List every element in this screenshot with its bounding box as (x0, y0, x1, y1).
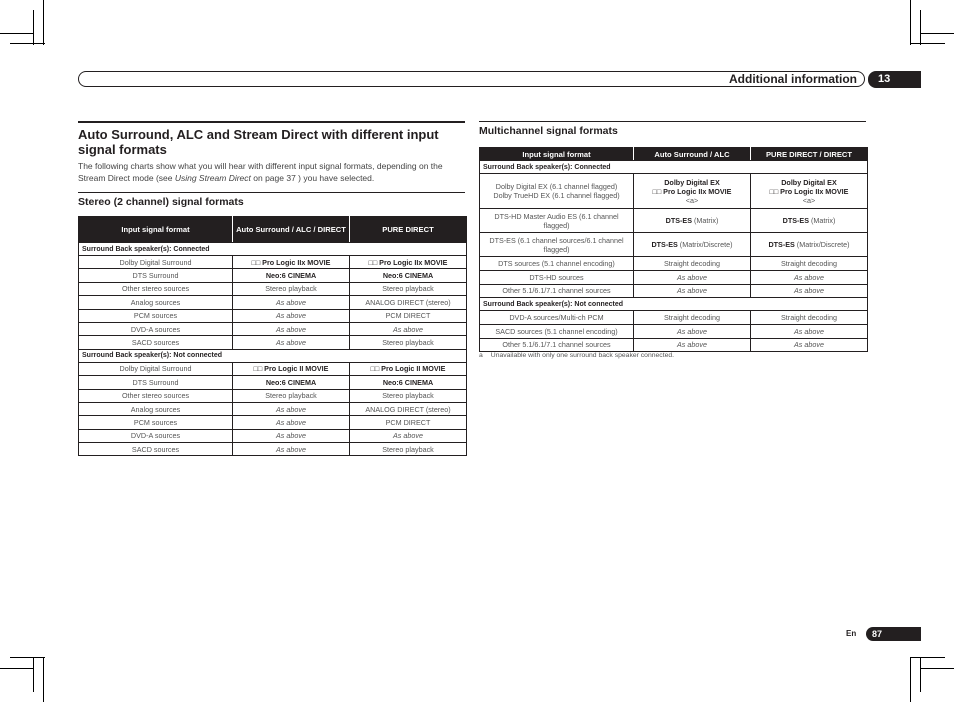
table-row (480, 209, 868, 233)
table-cell: Dolby Digital EX □□ Pro Logic IIx MOVIE <a> (634, 174, 751, 209)
table-cell: □□ Pro Logic IIx MOVIE (233, 256, 350, 269)
table-row (79, 336, 467, 349)
section-row (79, 349, 467, 362)
stereo-table-title: Stereo (2 channel) signal formats (78, 196, 244, 208)
table-cell: DTS-HD Master Audio ES (6.1 channel flagged) (480, 209, 634, 233)
section-row (480, 298, 868, 311)
table-cell: Dolby Digital EX □□ Pro Logic IIx MOVIE <a> (751, 174, 868, 209)
intro-paragraph: The following charts show what you will hear with different input signal formats, depending on the Stream Direct mode (see Using Stream Direct on page 37 ) you have selected. (78, 161, 443, 183)
table-cell: Straight decoding (751, 311, 868, 325)
table-cell: As above (233, 443, 350, 456)
crop-mark (43, 0, 44, 45)
table-cell: Neo:6 CINEMA (233, 269, 350, 282)
speaker-condition: Surround Back speaker(s): Not connected (79, 349, 467, 362)
table-cell: SACD sources (79, 443, 233, 456)
table-cell: As above (233, 309, 350, 322)
crop-mark (0, 33, 34, 34)
table-row (79, 389, 467, 402)
crop-mark (10, 657, 45, 658)
table-row (79, 443, 467, 456)
table-cell: Straight decoding (634, 311, 751, 325)
column-header: Input signal format (480, 148, 634, 161)
table-row (79, 256, 467, 269)
footnote: a Unavailable with only one surround back speaker connected. (479, 352, 675, 359)
table-cell: DTS-ES (Matrix) (634, 209, 751, 233)
column-header: PURE DIRECT (350, 217, 467, 243)
speaker-condition: Surround Back speaker(s): Connected (79, 243, 467, 256)
crop-mark (910, 657, 945, 658)
table-cell: Stereo playback (350, 336, 467, 349)
table-cell: As above (233, 336, 350, 349)
table-row (480, 325, 868, 339)
table-cell: DTS Surround (79, 269, 233, 282)
speaker-condition: Surround Back speaker(s): Not connected (480, 298, 868, 311)
table-cell: As above (233, 416, 350, 429)
table-cell: Dolby Digital Surround (79, 362, 233, 375)
table-cell: Dolby Digital EX (6.1 channel flagged) Dolby TrueHD EX (6.1 channel flagged) (480, 174, 634, 209)
crop-mark (910, 43, 945, 44)
table-cell: DTS-ES (Matrix) (751, 209, 868, 233)
crop-mark (920, 668, 954, 669)
table-row (480, 284, 868, 298)
table-row (79, 402, 467, 415)
table-row (480, 233, 868, 257)
column-header: Auto Surround / ALC / DIRECT (233, 217, 350, 243)
table-cell: As above (350, 429, 467, 442)
table-cell: As above (634, 338, 751, 352)
crop-mark (33, 657, 34, 692)
table-cell: ANALOG DIRECT (stereo) (350, 296, 467, 309)
table-cell: □□ Pro Logic II MOVIE (233, 362, 350, 375)
table-row (480, 338, 868, 352)
table-cell: Straight decoding (751, 257, 868, 271)
table-cell: As above (634, 284, 751, 298)
table-cell: As above (233, 402, 350, 415)
multichannel-table-title: Multichannel signal formats (479, 125, 618, 137)
table-cell: PCM sources (79, 416, 233, 429)
table-cell: ANALOG DIRECT (stereo) (350, 402, 467, 415)
table-cell: DVD-A sources (79, 429, 233, 442)
table-cell: SACD sources (5.1 channel encoding) (480, 325, 634, 339)
header-title: Additional information (729, 72, 857, 86)
crop-mark (910, 657, 911, 702)
table-cell: Dolby Digital Surround (79, 256, 233, 269)
crop-mark (920, 10, 921, 45)
crop-mark (10, 43, 45, 44)
table-cell: □□ Pro Logic II MOVIE (350, 362, 467, 375)
table-cell: Other 5.1/6.1/7.1 channel sources (480, 338, 634, 352)
table-cell: Neo:6 CINEMA (350, 269, 467, 282)
table-cell: Analog sources (79, 402, 233, 415)
table-cell: DTS-ES (6.1 channel sources/6.1 channel flagged) (480, 233, 634, 257)
table-cell: Stereo playback (350, 282, 467, 295)
table-cell: As above (751, 338, 868, 352)
table-cell: As above (233, 429, 350, 442)
table-row (79, 416, 467, 429)
table-cell: PCM DIRECT (350, 309, 467, 322)
language-label: En (846, 629, 857, 638)
table-row (480, 174, 868, 209)
section-row (480, 161, 868, 174)
table-cell: DTS Surround (79, 376, 233, 389)
table-cell: PCM sources (79, 309, 233, 322)
speaker-condition: Surround Back speaker(s): Connected (480, 161, 868, 174)
column-header: Input signal format (79, 217, 233, 243)
table-cell: Stereo playback (233, 282, 350, 295)
column-header: PURE DIRECT / DIRECT (751, 148, 868, 161)
table-cell: PCM DIRECT (350, 416, 467, 429)
table-cell: DTS-ES (Matrix/Discrete) (751, 233, 868, 257)
table-cell: Neo:6 CINEMA (233, 376, 350, 389)
chapter-number: 13 (868, 71, 921, 88)
table-cell: Stereo playback (350, 443, 467, 456)
crop-mark (910, 0, 911, 45)
table-row (79, 309, 467, 322)
table-cell: SACD sources (79, 336, 233, 349)
table-row (480, 271, 868, 285)
table-cell: Straight decoding (634, 257, 751, 271)
section-title: Auto Surround, ALC and Stream Direct with different input signal formats (78, 127, 439, 157)
table-cell: As above (233, 296, 350, 309)
multichannel-signal-table (479, 147, 868, 352)
crop-mark (33, 10, 34, 45)
table-cell: As above (634, 271, 751, 285)
table-cell: Other stereo sources (79, 389, 233, 402)
crop-mark (0, 668, 34, 669)
table-cell: Neo:6 CINEMA (350, 376, 467, 389)
table-cell: DVD-A sources (79, 322, 233, 335)
page-number: 87 (866, 627, 921, 641)
crop-mark (43, 657, 44, 702)
table-row (79, 296, 467, 309)
table-row (79, 282, 467, 295)
table-cell: □□ Pro Logic IIx MOVIE (350, 256, 467, 269)
table-cell: DTS sources (5.1 channel encoding) (480, 257, 634, 271)
table-cell: As above (751, 325, 868, 339)
cross-reference-link[interactable]: Using Stream Direct (174, 173, 251, 183)
table-cell: As above (634, 325, 751, 339)
table-cell: Other stereo sources (79, 282, 233, 295)
table-row (79, 362, 467, 375)
subsection-rule (479, 121, 866, 122)
table-cell: DVD-A sources/Multi-ch PCM (480, 311, 634, 325)
table-cell: As above (233, 322, 350, 335)
table-cell: Stereo playback (350, 389, 467, 402)
table-cell: DTS-HD sources (480, 271, 634, 285)
table-cell: Stereo playback (233, 389, 350, 402)
crop-mark (920, 657, 921, 692)
table-row (79, 429, 467, 442)
section-rule (78, 121, 465, 123)
table-row (79, 322, 467, 335)
section-row (79, 243, 467, 256)
stereo-signal-table (78, 216, 467, 456)
table-row (480, 311, 868, 325)
table-cell: As above (751, 284, 868, 298)
table-row (79, 376, 467, 389)
table-cell: As above (350, 322, 467, 335)
subsection-rule (78, 192, 465, 193)
table-cell: As above (751, 271, 868, 285)
table-row (480, 257, 868, 271)
crop-mark (920, 33, 954, 34)
table-cell: DTS-ES (Matrix/Discrete) (634, 233, 751, 257)
column-header: Auto Surround / ALC (634, 148, 751, 161)
table-cell: Other 5.1/6.1/7.1 channel sources (480, 284, 634, 298)
table-cell: Analog sources (79, 296, 233, 309)
table-row (79, 269, 467, 282)
